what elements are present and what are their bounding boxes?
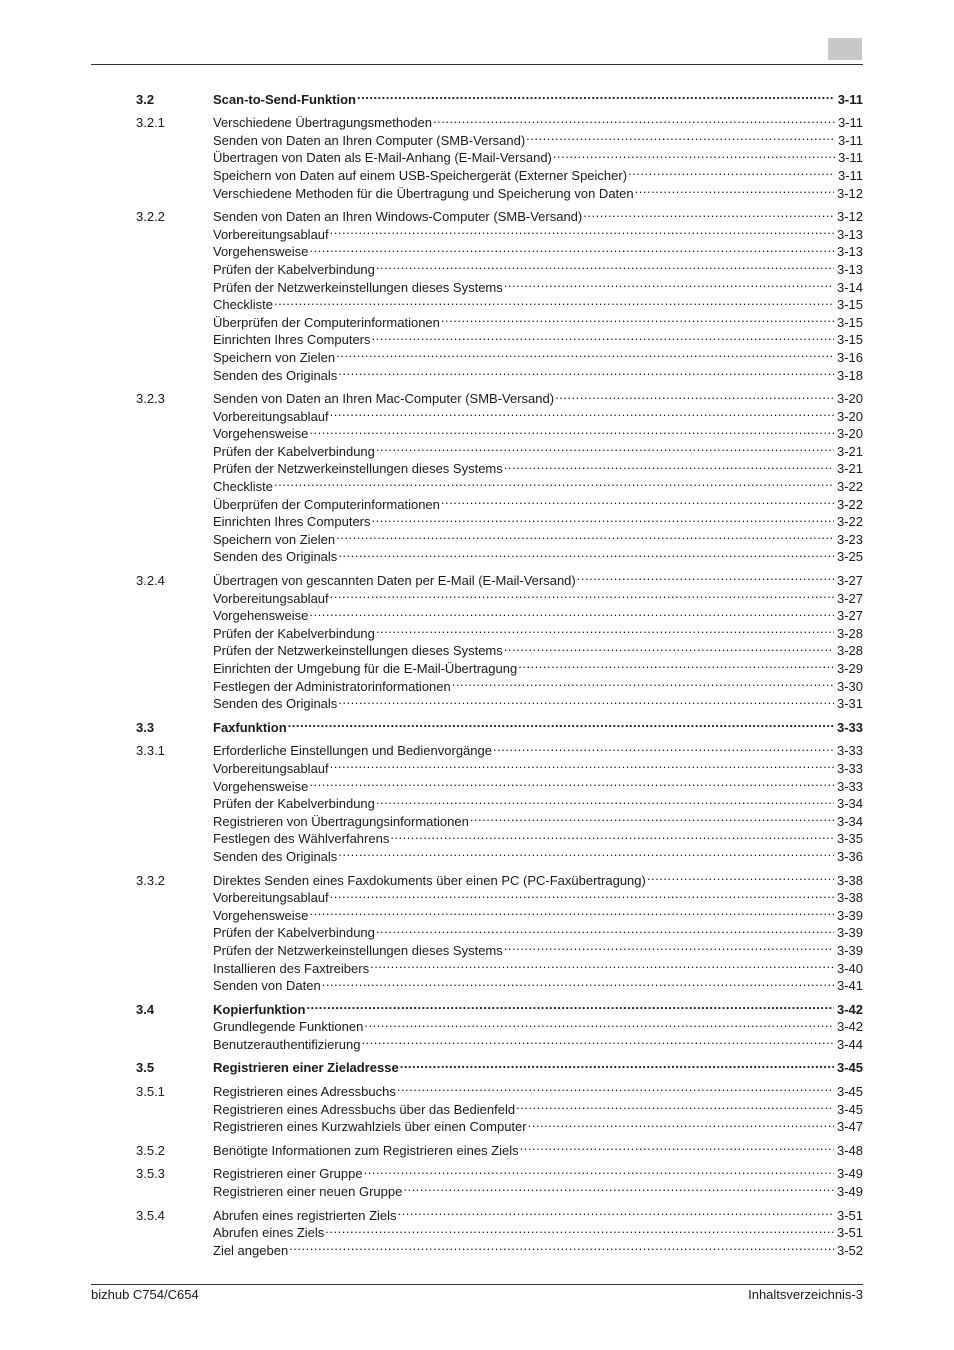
toc-entry-page: 3-44 [836, 1036, 863, 1052]
toc-entry[interactable] [136, 1055, 863, 1076]
toc-entry-title: Scan-to-Send-Funktion [213, 91, 356, 107]
toc-entry-page: 3-11 [837, 167, 863, 183]
toc-dot-leader [309, 773, 834, 791]
toc-entry-title: Vorgehensweise [213, 426, 309, 442]
toc-entry-title: Checkliste [213, 479, 273, 495]
toc-entry-number: 3.4 [136, 1001, 155, 1017]
toc-entry-title: Vorbereitungsablauf [213, 408, 329, 424]
toc-entry-title: Übertragen von Daten als E-Mail-Anhang (E-Mail-Versand) [213, 150, 552, 166]
toc-dot-leader [635, 180, 834, 198]
toc-entry-title: Prüfen der Netzwerkeinstellungen dieses Systems [213, 461, 503, 477]
toc-entry-page: 3-45 [836, 1084, 863, 1100]
toc-entry-page: 3-40 [836, 960, 863, 976]
toc-entry-title: Speichern von Zielen [213, 349, 336, 365]
toc-entry-title: Senden des Originals [213, 848, 338, 864]
toc-entry-title: Grundlegende Funktionen [213, 1019, 364, 1035]
toc-dot-leader [309, 603, 834, 621]
toc-entry-title: Speichern von Daten auf einem USB-Speichergerät (Externer Speicher) [213, 167, 628, 183]
toc-entry-page: 3-21 [836, 461, 863, 477]
toc-entry-page: 3-28 [836, 625, 863, 641]
toc-entry-number: 3.2.4 [136, 573, 165, 589]
toc-dot-leader [518, 655, 834, 673]
toc-dot-leader [452, 673, 834, 691]
toc-dot-leader [361, 1031, 834, 1049]
toc-dot-leader [338, 691, 834, 709]
toc-group [136, 867, 863, 994]
toc-entry-page: 3-15 [836, 297, 863, 313]
toc-dot-leader [441, 309, 834, 327]
toc-entry-title: Benutzerauthentifizierung [213, 1036, 361, 1052]
toc-entry-title: Senden von Daten an Ihren Windows-Computer (SMB-Versand) [213, 209, 583, 225]
toc-entry-title: Registrieren eines Adressbuchs über das Bedienfeld [213, 1101, 516, 1117]
toc-entry-number: 3.5.4 [136, 1207, 165, 1223]
toc-entry-title: Direktes Senden eines Faxdokuments über einen PC (PC-Faxübertragung) [213, 872, 646, 888]
toc-dot-leader [433, 110, 835, 128]
toc-entry-title: Erforderliche Einstellungen und Bedienvorgänge [213, 743, 492, 759]
toc-dot-leader [390, 826, 834, 844]
toc-dot-leader [504, 638, 834, 656]
toc-entry[interactable] [136, 204, 863, 225]
toc-group [136, 1202, 863, 1258]
toc-entry[interactable] [136, 867, 863, 888]
toc-dot-leader [338, 843, 834, 861]
toc-entry-title: Senden von Daten [213, 978, 321, 994]
toc-entry-page: 3-49 [836, 1184, 863, 1200]
toc-dot-leader [325, 1220, 834, 1238]
toc-entry-page: 3-27 [836, 590, 863, 606]
toc-entry-page: 3-52 [836, 1242, 863, 1258]
toc-dot-leader [553, 145, 835, 163]
toc-entry-page: 3-45 [836, 1101, 863, 1117]
toc-entry-page: 3-27 [836, 573, 863, 589]
toc-group [136, 204, 863, 383]
toc-entry[interactable] [136, 1202, 863, 1223]
toc-entry-title: Vorbereitungsablauf [213, 590, 329, 606]
toc-entry-title: Senden des Originals [213, 696, 338, 712]
toc-entry-title: Übertragen von gescannten Daten per E-Mail (E-Mail-Versand) [213, 573, 576, 589]
toc-entry-page: 3-12 [836, 185, 863, 201]
toc-dot-leader [403, 1178, 834, 1196]
toc-entry-title: Einrichten Ihres Computers [213, 332, 371, 348]
toc-entry-title: Vorbereitungsablauf [213, 760, 329, 776]
toc-dot-leader [364, 1014, 834, 1032]
toc-entry-page: 3-39 [836, 942, 863, 958]
toc-entry-number: 3.2.3 [136, 391, 165, 407]
toc-entry-page: 3-42 [836, 1019, 863, 1035]
toc-entry-page: 3-45 [836, 1060, 863, 1076]
toc-entry-page: 3-20 [836, 426, 863, 442]
toc-dot-leader [330, 885, 834, 903]
toc-entry-title: Vorgehensweise [213, 778, 309, 794]
toc-entry-title: Registrieren einer neuen Gruppe [213, 1184, 403, 1200]
toc-entry-title: Festlegen des Wählverfahrens [213, 831, 390, 847]
toc-entry[interactable] [136, 567, 863, 589]
toc-entry-page: 3-21 [836, 443, 863, 459]
toc-entry[interactable] [136, 714, 863, 735]
toc-entry[interactable] [136, 996, 863, 1017]
toc-entry[interactable] [136, 86, 863, 107]
toc-group [136, 86, 863, 107]
toc-entry-title: Senden von Daten an Ihren Computer (SMB-Versand) [213, 132, 526, 148]
toc-dot-leader [555, 386, 834, 404]
toc-dot-leader [504, 274, 834, 292]
toc-entry-number: 3.2 [136, 91, 155, 107]
toc-entry-page: 3-25 [836, 549, 863, 565]
toc-group [136, 567, 863, 712]
toc-dot-leader [372, 509, 834, 527]
toc-dot-leader [376, 920, 834, 938]
toc-entry-page: 3-12 [836, 209, 863, 225]
header-rule [91, 64, 863, 65]
toc-entry-page: 3-29 [836, 661, 863, 676]
toc-entry-title: Vorbereitungsablauf [213, 890, 329, 906]
toc-group [136, 714, 863, 735]
toc-group [136, 738, 863, 864]
toc-entry-title: Verschiedene Methoden für die Übertragung und Speicherung von Daten [213, 185, 634, 201]
toc-entry-title: Einrichten Ihres Computers [213, 514, 371, 530]
toc-dot-leader [309, 239, 834, 257]
toc-entry-page: 3-42 [836, 1001, 863, 1017]
toc-entry-page: 3-33 [836, 719, 863, 735]
toc-dot-leader [516, 1096, 834, 1114]
toc-entry-page: 3-15 [836, 314, 863, 330]
toc-entry-page: 3-30 [836, 678, 863, 694]
toc-entry-page: 3-33 [836, 760, 863, 776]
toc-entry-title: Abrufen eines Ziels [213, 1225, 325, 1241]
toc-entry-page: 3-34 [836, 796, 863, 812]
toc-entry-title: Registrieren einer Zieladresse [213, 1060, 399, 1076]
toc-entry-number: 3.3.2 [136, 872, 165, 888]
toc-dot-leader [493, 738, 834, 756]
toc-dot-leader [336, 344, 834, 362]
toc-entry-title: Vorbereitungsablauf [213, 226, 329, 242]
toc-dot-leader [364, 1161, 834, 1179]
toc-dot-leader [376, 620, 834, 638]
toc-dot-leader [330, 585, 834, 603]
toc-entry-page: 3-20 [836, 391, 863, 407]
toc-dot-leader [288, 714, 834, 732]
toc-entry-page: 3-51 [836, 1225, 863, 1241]
toc-entry[interactable] [136, 738, 863, 759]
toc-entry-title: Prüfen der Kabelverbindung [213, 625, 375, 641]
toc-entry-title: Überprüfen der Computerinformationen [213, 496, 440, 512]
toc-entry-page: 3-16 [836, 349, 863, 365]
toc-entry-title: Senden von Daten an Ihren Mac-Computer (SMB-Versand) [213, 391, 555, 407]
toc-entry-page: 3-47 [836, 1119, 863, 1135]
toc-entry-title: Registrieren von Übertragungsinformationen [213, 813, 469, 829]
toc-entry-title: Prüfen der Kabelverbindung [213, 796, 375, 812]
toc-dot-leader [526, 127, 835, 145]
toc-entry-page: 3-49 [836, 1166, 863, 1182]
chapter-tab-marker [828, 38, 862, 60]
toc-entry-title: Installieren des Faxtreibers [213, 960, 370, 976]
toc-entry-page: 3-11 [837, 115, 863, 131]
toc-entry-title: Speichern von Zielen [213, 531, 336, 547]
toc-entry-page: 3-48 [836, 1142, 863, 1158]
footer-rule [91, 1284, 863, 1285]
toc-entry-title: Überprüfen der Computerinformationen [213, 314, 440, 330]
toc-entry-page: 3-38 [836, 890, 863, 906]
toc-dot-leader [289, 1237, 834, 1255]
toc-entry-title: Prüfen der Netzwerkeinstellungen dieses Systems [213, 942, 503, 958]
toc-dot-leader [504, 456, 834, 474]
toc-entry[interactable] [136, 1078, 863, 1100]
toc-entry-page: 3-34 [836, 813, 863, 829]
toc-entry-number: 3.2.2 [136, 209, 165, 225]
toc-dot-leader [400, 1055, 834, 1073]
toc-entry-number: 3.5.1 [136, 1084, 165, 1100]
toc-dot-leader [306, 996, 834, 1014]
toc-entry-number: 3.5 [136, 1060, 155, 1076]
toc-group [136, 1078, 863, 1135]
toc-entry-page: 3-36 [836, 848, 863, 864]
toc-entry-page: 3-31 [836, 696, 863, 712]
toc-entry[interactable] [136, 386, 863, 407]
toc-dot-leader [274, 292, 834, 310]
toc-entry-title: Prüfen der Kabelverbindung [213, 443, 375, 459]
footer-product: bizhub C754/C654 [91, 1287, 199, 1302]
toc-entry-title: Kopierfunktion [213, 1001, 306, 1017]
toc-dot-leader [376, 438, 834, 456]
toc-dot-leader [628, 162, 835, 180]
toc-dot-leader [470, 808, 834, 826]
toc-entry-title: Vorgehensweise [213, 907, 309, 923]
toc-entry-number: 3.3.1 [136, 743, 165, 759]
toc-group [136, 110, 863, 201]
toc-entry-number: 3.5.3 [136, 1166, 165, 1182]
toc-entry-title: Registrieren eines Adressbuchs [213, 1084, 396, 1100]
toc-entry-title: Vorgehensweise [213, 608, 309, 624]
toc-entry-page: 3-14 [836, 279, 863, 295]
toc-dot-leader [336, 526, 834, 544]
toc-dot-leader [322, 973, 834, 991]
toc-entry-title: Registrieren eines Kurzwahlziels über einen Computer [213, 1119, 527, 1135]
toc-entry-page: 3-11 [837, 132, 863, 148]
toc-dot-leader [357, 86, 835, 104]
toc-dot-leader [330, 403, 834, 421]
toc-entry-title: Verschiedene Übertragungsmethoden [213, 115, 432, 131]
toc-entry-title: Benötigte Informationen zum Registrieren eines Ziels [213, 1142, 519, 1158]
toc-entry-page: 3-11 [837, 91, 863, 107]
toc-dot-leader [338, 544, 834, 562]
toc-group [136, 1161, 863, 1200]
toc-dot-leader [398, 1202, 834, 1220]
toc-entry-page: 3-22 [836, 514, 863, 530]
toc-entry-page: 3-13 [836, 244, 863, 260]
toc-entry-page: 3-33 [836, 743, 863, 759]
toc-group [136, 1055, 863, 1076]
toc-entry[interactable] [136, 1137, 863, 1158]
toc-entry-page: 3-11 [837, 150, 863, 166]
toc-dot-leader [370, 955, 834, 973]
toc-entry-number: 3.5.2 [136, 1142, 165, 1158]
toc-dot-leader [338, 362, 834, 380]
toc-entry-page: 3-39 [836, 925, 863, 941]
toc-entry-title: Prüfen der Netzwerkeinstellungen dieses Systems [213, 279, 503, 295]
toc-dot-leader [504, 937, 834, 955]
toc-group [136, 996, 863, 1052]
toc-dot-leader [583, 204, 834, 222]
toc-entry-number: 3.2.1 [136, 115, 165, 131]
toc-entry-page: 3-28 [836, 643, 863, 659]
toc-dot-leader [441, 491, 834, 509]
toc-entry-page: 3-15 [836, 332, 863, 348]
toc-group [136, 386, 863, 565]
toc-dot-leader [330, 221, 834, 239]
table-of-contents [136, 86, 863, 1261]
toc-dot-leader [376, 256, 834, 274]
toc-entry-title: Checkliste [213, 297, 273, 313]
toc-dot-leader [330, 755, 834, 773]
toc-entry-page: 3-33 [836, 778, 863, 794]
toc-entry-title: Prüfen der Kabelverbindung [213, 925, 375, 941]
footer-page-label: Inhaltsverzeichnis-3 [748, 1287, 863, 1302]
toc-dot-leader [309, 421, 834, 439]
toc-entry-title: Senden des Originals [213, 367, 338, 383]
toc-entry-page: 3-22 [836, 479, 863, 495]
toc-dot-leader [376, 791, 834, 809]
toc-entry-title: Ziel angeben [213, 1242, 289, 1258]
toc-dot-leader [528, 1114, 834, 1132]
toc-dot-leader [520, 1137, 834, 1155]
toc-entry-page: 3-13 [836, 261, 863, 277]
toc-entry-page: 3-35 [836, 831, 863, 847]
toc-entry-page: 3-18 [836, 367, 863, 383]
toc-entry-page: 3-39 [836, 907, 863, 923]
toc-entry-page: 3-51 [836, 1207, 863, 1223]
toc-dot-leader [309, 902, 834, 920]
toc-entry-title: Registrieren einer Gruppe [213, 1166, 363, 1182]
toc-entry-page: 3-38 [836, 872, 863, 888]
toc-entry[interactable] [136, 110, 863, 131]
toc-entry-page: 3-20 [836, 408, 863, 424]
toc-entry-page: 3-27 [836, 608, 863, 624]
toc-entry-title: Faxfunktion [213, 719, 287, 735]
toc-group [136, 1137, 863, 1158]
toc-entry-page: 3-23 [836, 531, 863, 547]
toc-entry-page: 3-13 [836, 226, 863, 242]
toc-dot-leader [577, 567, 834, 585]
toc-entry-title: Einrichten der Umgebung für die E-Mail-Übertragung [213, 661, 518, 676]
toc-dot-leader [274, 473, 834, 491]
toc-entry-title: Senden des Originals [213, 549, 338, 565]
toc-entry-title: Abrufen eines registrierten Ziels [213, 1207, 397, 1223]
toc-entry-title: Vorgehensweise [213, 244, 309, 260]
toc-entry[interactable] [136, 1161, 863, 1182]
toc-entry-title: Festlegen der Administratorinformationen [213, 678, 451, 694]
toc-entry-title: Prüfen der Netzwerkeinstellungen dieses Systems [213, 643, 503, 659]
toc-dot-leader [372, 327, 834, 345]
toc-dot-leader [397, 1078, 834, 1096]
toc-dot-leader [647, 867, 834, 885]
toc-entry-page: 3-41 [836, 978, 863, 994]
toc-entry-page: 3-22 [836, 496, 863, 512]
toc-entry-title: Prüfen der Kabelverbindung [213, 261, 375, 277]
toc-entry-number: 3.3 [136, 719, 155, 735]
